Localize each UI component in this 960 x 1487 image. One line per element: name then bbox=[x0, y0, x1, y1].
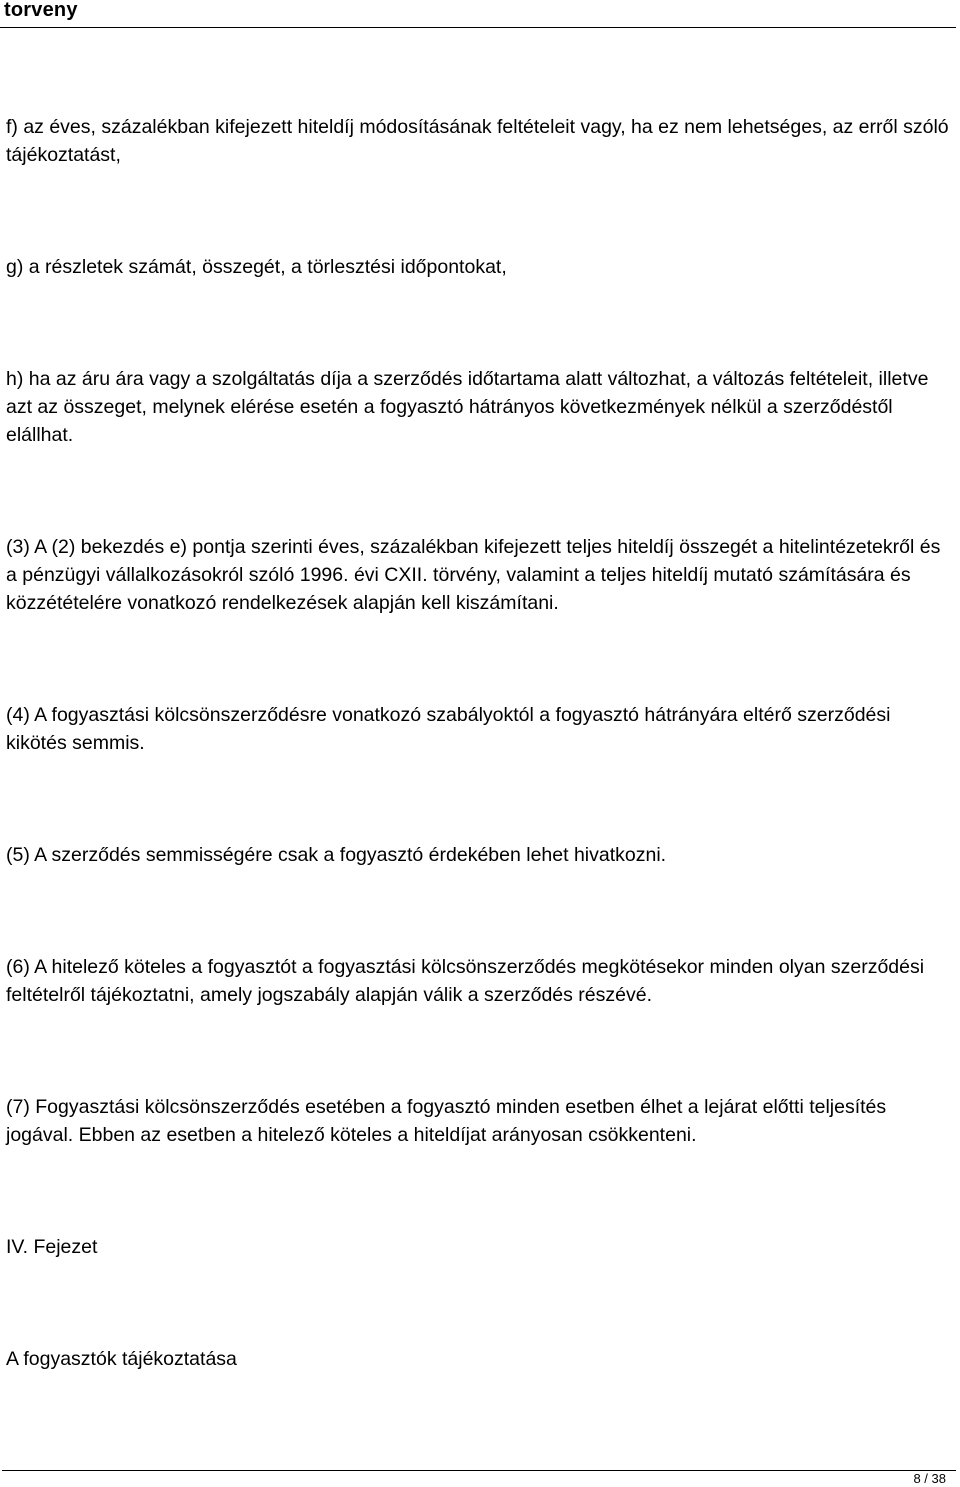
paragraph-7: (7) Fogyasztási kölcsönszerződés esetében a fogyasztó minden esetben élhet a lejárat előtti teljesítés jogával. Ebben az esetben a hitelező köteles a hiteldíjat arányosan csökkenteni. bbox=[6, 1096, 887, 1146]
document-title: torveny bbox=[4, 0, 78, 21]
chapter-heading: IV. Fejezet bbox=[6, 1236, 98, 1258]
paragraph-5: (5) A szerződés semmisségére csak a fogyasztó érdekében lehet hivatkozni. bbox=[6, 844, 667, 866]
paragraph-3: (3) A (2) bekezdés e) pontja szerinti éves, százalékban kifejezett teljes hiteldíj összegét a hitelintézetekről és a pénzügyi vállalkozásokról szóló 1996. évi CXII. törvény, valamint a teljes hiteldíj mutató számítására és közzétételére vonatkozó rendelkezések alapján kell kiszámítani. bbox=[6, 536, 941, 614]
paragraph-6: (6) A hitelező köteles a fogyasztót a fogyasztási kölcsönszerződés megkötésekor minden olyan szerződési feltételről tájékoztatni, amely jogszabály alapján válik a szerződés részévé. bbox=[6, 956, 925, 1006]
paragraph-g: g) a részletek számát, összegét, a törlesztési időpontokat, bbox=[6, 256, 507, 278]
paragraph-4: (4) A fogyasztási kölcsönszerződésre vonatkozó szabályoktól a fogyasztó hátrányára eltérő szerződési kikötés semmis. bbox=[6, 704, 891, 754]
footer-divider bbox=[2, 1470, 956, 1471]
paragraph-h: h) ha az áru ára vagy a szolgáltatás díja a szerződés időtartama alatt változhat, a változás feltételeit, illetve azt az összeget, melynek elérése esetén a fogyasztó hátrányos következmények nélkül a szerződéstől elállhat. bbox=[6, 368, 929, 446]
page-header bbox=[0, 0, 956, 28]
paragraph-f: f) az éves, százalékban kifejezett hiteldíj módosításának feltételeit vagy, ha ez nem lehetséges, az erről szóló tájékoztatást, bbox=[6, 116, 949, 166]
chapter-subtitle: A fogyasztók tájékoztatása bbox=[6, 1348, 237, 1370]
page-number: 8 / 38 bbox=[913, 1471, 946, 1486]
